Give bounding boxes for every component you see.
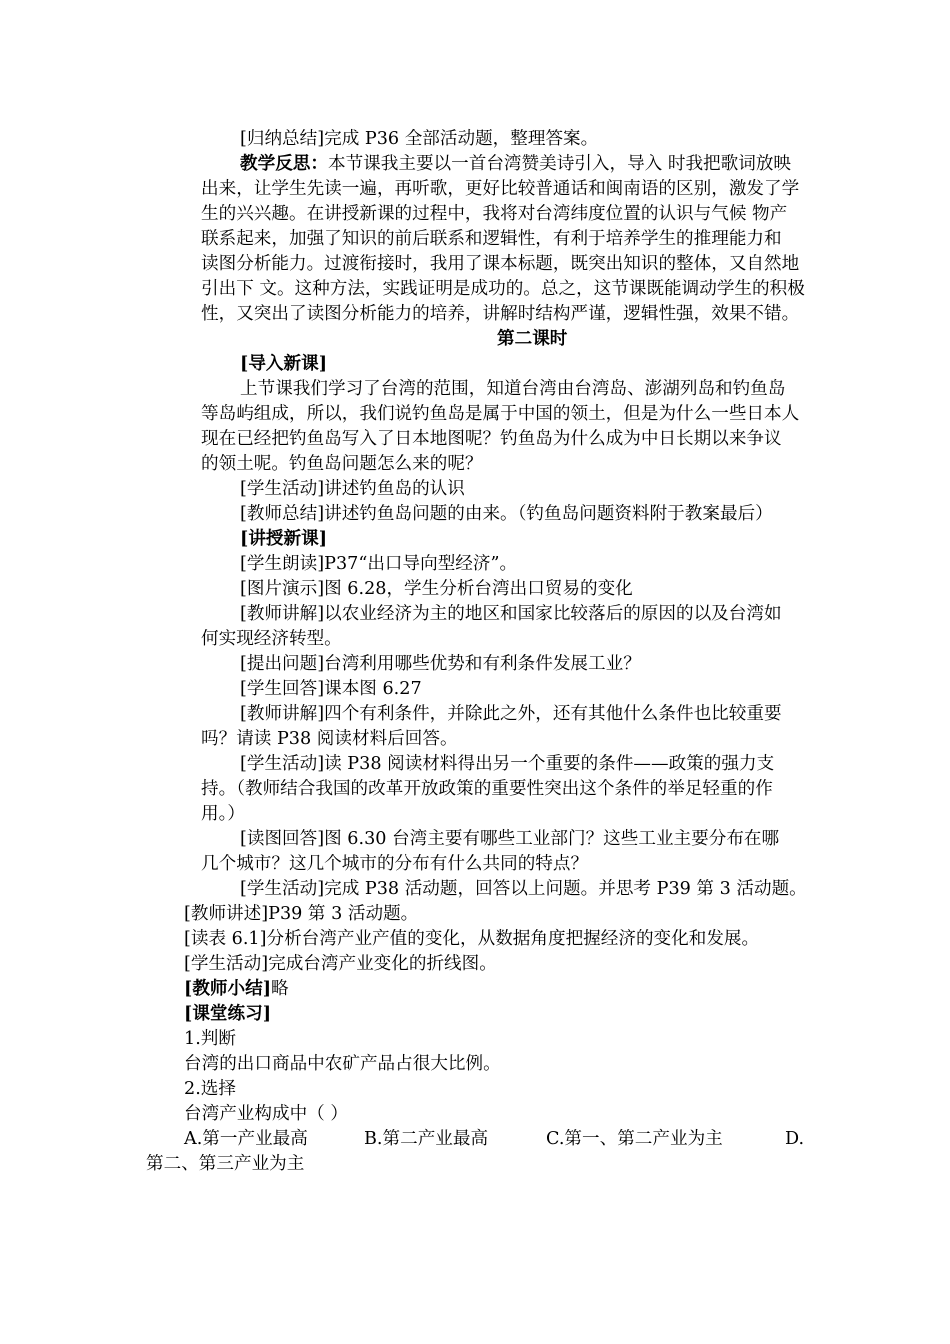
question-1-label: 1.判断 (184, 1029, 236, 1049)
intro-line: [教师总结]讲述钓鱼岛问题的由来。（钓鱼岛问题资料附于教案最后） (240, 504, 773, 524)
reflection-line: 读图分析能力。过渡衔接时，我用了课本标题，既突出知识的整体，又自然地 (201, 254, 800, 274)
summary-line: [归纳总结]完成 P36 全部活动题，整理答案。 (240, 129, 599, 149)
option-b: B.第二产业最高 (364, 1129, 489, 1149)
question-2-label: 2.选择 (184, 1079, 236, 1099)
intro-line: [学生活动]讲述钓鱼岛的认识 (240, 479, 465, 499)
reflection-line: 性，又突出了读图分析能力的培养，讲解时结构严谨，逻辑性强，效果不错。 (201, 304, 800, 324)
teach-line: 几个城市？这几个城市的分布有什么共同的特点？ (201, 854, 589, 874)
teach-line: [学生活动]读 P38 阅读材料得出另一个重要的条件——政策的强力支 (240, 754, 775, 774)
teach-line: [教师讲述]P39 第 3 活动题。 (184, 904, 419, 924)
teach-line: [图片演示]图 6.28，学生分析台湾出口贸易的变化 (240, 579, 633, 599)
summary-section (184, 977, 289, 1001)
intro-line: 的领土呢。钓鱼岛问题怎么来的呢？ (201, 454, 483, 474)
teach-line: [学生回答]课本图 6.27 (240, 679, 422, 699)
intro-line: 现在已经把钓鱼岛写入了日本地图呢？钓鱼岛为什么成为中日长期以来争议 (201, 429, 782, 449)
section-heading-summary: [教师小结] (184, 978, 272, 999)
option-d-continued: 第二、第三产业为主 (146, 1154, 305, 1174)
teach-line: [教师讲解]以农业经济为主的地区和国家比较落后的原因的以及台湾如 (240, 604, 782, 624)
lesson-title: 第二课时 (497, 328, 568, 349)
intro-line: 等岛屿组成，所以，我们说钓鱼岛是属于中国的领土，但是为什么一些日本人 (201, 404, 800, 424)
teach-line: 吗？请读 P38 阅读材料后回答。 (201, 729, 458, 749)
teach-line: [读表 6.1]分析台湾产业产值的变化，从数据角度把握经济的变化和发展。 (184, 929, 760, 949)
summary-text: 略 (271, 979, 289, 999)
option-c: C.第一、第二产业为主 (546, 1129, 723, 1149)
reflection-first-line (240, 152, 791, 176)
reflection-line: 生的兴兴趣。在讲授新课的过程中，我将对台湾纬度位置的认识与气候 物产 (201, 204, 788, 224)
section-heading-practice: [课堂练习] (184, 1003, 272, 1024)
reflection-line: 联系起来，加强了知识的前后联系和逻辑性，有利于培养学生的推理能力和 (201, 229, 782, 249)
teach-line: 持。（教师结合我国的改革开放政策的重要性突出这个条件的举足轻重的作 (201, 779, 773, 799)
option-d: D. (785, 1129, 805, 1149)
teach-line: [学生活动]完成 P38 活动题，回答以上问题。并思考 P39 第 3 活动题。 (240, 879, 807, 899)
teach-line: [提出问题]台湾利用哪些优势和有利条件发展工业？ (240, 654, 641, 674)
reflection-line: 出来，让学生先读一遍，再听歌，更好比较普通话和闽南语的区别，激发了学 (201, 179, 800, 199)
teach-line: [学生朗读]P37“出口导向型经济”。 (240, 554, 518, 574)
reflection-text: 本节课我主要以一首台湾赞美诗引入，导入 时我把歌词放映 (327, 154, 792, 174)
teach-line: 用。） (201, 804, 245, 824)
question-2-text: 台湾产业构成中（ ） (184, 1104, 348, 1124)
teach-line: [教师讲解]四个有利条件，并除此之外，还有其他什么条件也比较重要 (240, 704, 782, 724)
intro-line: 上节课我们学习了台湾的范围，知道台湾由台湾岛、澎湖列岛和钓鱼岛 (240, 379, 786, 399)
reflection-label: 教学反思： (240, 153, 328, 174)
section-heading-teach: [讲授新课] (240, 528, 328, 549)
section-heading-intro: [导入新课] (240, 353, 328, 374)
teach-line: 何实现经济转型。 (201, 629, 342, 649)
option-a: A.第一产业最高 (184, 1129, 308, 1149)
reflection-line: 引出下 文。这种方法，实践证明是成功的。总之，这节课既能调动学生的积极 (201, 279, 805, 299)
teach-line: [学生活动]完成台湾产业变化的折线图。 (184, 954, 497, 974)
question-1-text: 台湾的出口商品中农矿产品占很大比例。 (184, 1054, 501, 1074)
teach-line: [读图回答]图 6.30 台湾主要有哪些工业部门？这些工业主要分布在哪 (240, 829, 780, 849)
